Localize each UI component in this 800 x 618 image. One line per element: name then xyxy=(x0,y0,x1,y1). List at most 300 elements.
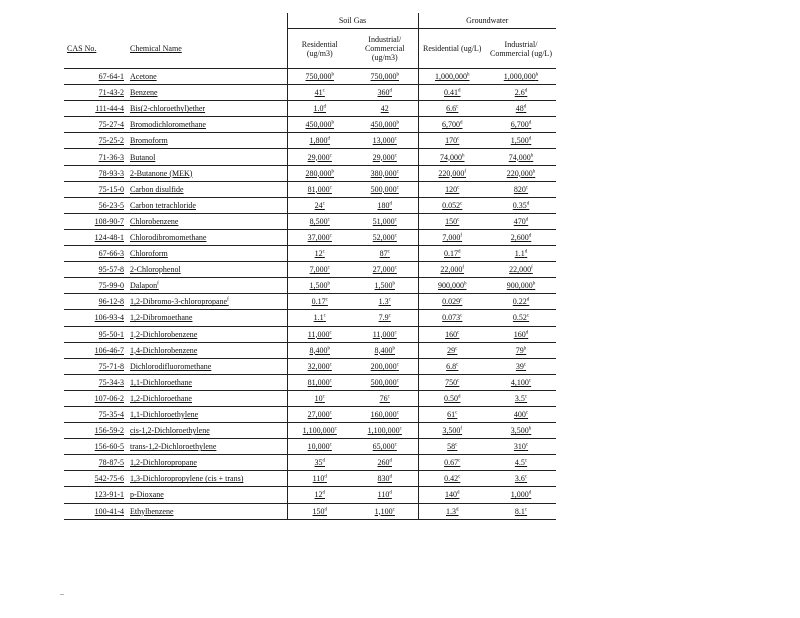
footnote-marker: c xyxy=(329,152,332,158)
chemical-name: Carbon disulfide xyxy=(127,181,287,197)
gw-industrial-header: Industrial/ Commercial (ug/L) xyxy=(486,29,556,69)
cas-number: 67-66-3 xyxy=(64,246,127,262)
groundwater-industrial-value: 1.1$^d$ xyxy=(486,246,556,262)
soil-gas-industrial-value: 360$^d$ xyxy=(352,85,418,101)
footnote-marker: d xyxy=(389,88,392,94)
soil-gas-industrial-value: 450,000$^b$ xyxy=(352,117,418,133)
table-row xyxy=(64,85,556,101)
footnote-marker: c xyxy=(457,217,460,223)
footnote-marker: d xyxy=(458,88,461,94)
groundwater-industrial-value: 1,500$^d$ xyxy=(486,133,556,149)
chemical-name: Chlorodibromomethane xyxy=(127,229,287,245)
footnote-marker: c xyxy=(457,185,460,191)
groundwater-residential-value: 22,000$^f$ xyxy=(418,262,486,278)
table-row xyxy=(64,197,556,213)
footnote-marker: c xyxy=(327,265,330,271)
footnote-marker: b xyxy=(327,281,330,287)
footnote-marker: c xyxy=(325,297,328,303)
footnote-marker: c xyxy=(528,378,532,384)
footnote-marker: c xyxy=(457,136,460,142)
footnote-marker: c xyxy=(394,442,397,448)
table-row xyxy=(64,262,556,278)
footnote-marker: d xyxy=(525,217,529,223)
footnote-marker: b xyxy=(392,281,395,287)
footnote-marker: c xyxy=(455,410,458,416)
soil-gas-industrial-value: 260$^d$ xyxy=(352,455,418,471)
footnote-marker: c xyxy=(388,297,391,303)
table-row xyxy=(64,503,556,519)
groundwater-residential-value: 0.42$^c$ xyxy=(418,471,486,487)
footnote-marker: d xyxy=(528,120,532,126)
table-row xyxy=(64,133,556,149)
footnote-marker: f xyxy=(227,297,229,303)
cas-number: 124-48-1 xyxy=(64,229,127,245)
footnote-marker: h xyxy=(467,72,470,78)
soil-gas-industrial-value: 29,000$^c$ xyxy=(352,149,418,165)
footnote-marker: c xyxy=(394,329,397,335)
footnote-marker: f xyxy=(464,168,467,174)
footnote-marker: c xyxy=(525,410,529,416)
footnote-marker: c xyxy=(460,201,463,207)
footnote-marker: c xyxy=(396,168,399,174)
groundwater-residential-value: 160$^c$ xyxy=(418,326,486,342)
soil-gas-industrial-value: 8,400$^b$ xyxy=(352,342,418,358)
soil-gas-residential-value: 41$^c$ xyxy=(287,85,352,101)
soil-gas-residential-value: 11,000$^c$ xyxy=(287,326,352,342)
groundwater-industrial-value: 1,000$^d$ xyxy=(486,487,556,503)
table-row xyxy=(64,439,556,455)
soil-gas-industrial-value: 51,000$^c$ xyxy=(352,213,418,229)
groundwater-industrial-value: 900,000$^b$ xyxy=(486,278,556,294)
table-row xyxy=(64,487,556,503)
cas-number: 95-57-8 xyxy=(64,262,127,278)
table-row xyxy=(64,471,556,487)
soil-gas-residential-value: 37,000$^c$ xyxy=(287,229,352,245)
groundwater-industrial-value: 79$^b$ xyxy=(486,342,556,358)
table-row xyxy=(64,69,556,85)
cas-number: 123-91-1 xyxy=(64,487,127,503)
soil-gas-industrial-value: 13,000$^c$ xyxy=(352,133,418,149)
footnote-marker: c xyxy=(460,313,463,319)
footnote-marker: c xyxy=(457,378,460,384)
soil-gas-industrial-value: 52,000$^c$ xyxy=(352,229,418,245)
footnote-marker: f xyxy=(531,265,533,271)
cas-number: 75-15-0 xyxy=(64,181,127,197)
cas-no-header: CAS No. xyxy=(64,29,127,69)
soil-gas-residential-value: 150$^d$ xyxy=(287,503,352,519)
cas-number: 106-46-7 xyxy=(64,342,127,358)
groundwater-residential-value: 0.073$^c$ xyxy=(418,310,486,326)
footnote-marker: c xyxy=(329,185,332,191)
footnote-marker: c xyxy=(329,233,332,239)
footnote-marker: b xyxy=(392,345,395,351)
page-footer-mark: .. xyxy=(60,588,64,597)
footnote-marker: c xyxy=(322,201,325,207)
cas-number: 156-59-2 xyxy=(64,423,127,439)
footnote-marker: b xyxy=(331,168,334,174)
footnote-marker: h xyxy=(530,152,534,158)
footnote-marker: c xyxy=(322,88,325,94)
cas-number: 108-90-7 xyxy=(64,213,127,229)
groundwater-industrial-value: 8.1$^c$ xyxy=(486,503,556,519)
chemical-name: 1,2-Dibromo-3-chloropropane$^f$ xyxy=(127,294,287,310)
groundwater-industrial-value: 400$^c$ xyxy=(486,406,556,422)
sg-residential-header: Residential (ug/m3) xyxy=(287,29,352,69)
chemical-name: Acetone xyxy=(127,69,287,85)
footnote-marker: c xyxy=(329,362,332,368)
soil-gas-residential-value: 1,100,000$^c$ xyxy=(287,423,352,439)
groundwater-industrial-value: 3,500$^h$ xyxy=(486,423,556,439)
chemical-name: p-Dioxane xyxy=(127,487,287,503)
footnote-marker: c xyxy=(396,362,399,368)
footnote-marker: d xyxy=(327,136,330,142)
table-row xyxy=(64,149,556,165)
footnote-marker: c xyxy=(399,426,402,432)
gw-residential-header: Residential (ug/L) xyxy=(418,29,486,69)
cas-number: 56-23-5 xyxy=(64,197,127,213)
footnote-marker: b xyxy=(327,345,330,351)
groundwater-residential-value: 0.029$^c$ xyxy=(418,294,486,310)
soil-gas-industrial-value: 180$^d$ xyxy=(352,197,418,213)
footnote-marker: c xyxy=(329,442,332,448)
footnote-marker: c xyxy=(394,217,397,223)
groundwater-residential-value: 3,500$^f$ xyxy=(418,423,486,439)
cas-number: 111-44-4 xyxy=(64,101,127,117)
soil-gas-residential-value: 32,000$^c$ xyxy=(287,358,352,374)
soil-gas-residential-value: 450,000$^b$ xyxy=(287,117,352,133)
footnote-marker: h xyxy=(528,426,532,432)
footnote-marker: c xyxy=(456,104,459,110)
soil-gas-industrial-value: 27,000$^c$ xyxy=(352,262,418,278)
groundwater-residential-value: 0.17$^d$ xyxy=(418,246,486,262)
cas-number: 156-60-5 xyxy=(64,439,127,455)
footnote-marker: d xyxy=(525,329,529,335)
footnote-marker: c xyxy=(396,410,399,416)
footnote-marker: d xyxy=(526,201,530,207)
groundwater-header: Groundwater xyxy=(418,13,556,29)
footnote-marker: f xyxy=(157,281,159,287)
chemical-name: Chloroform xyxy=(127,246,287,262)
table-row xyxy=(64,101,556,117)
footnote-marker: d xyxy=(458,394,461,400)
footnote-marker: b xyxy=(396,120,399,126)
footnote-marker: d xyxy=(528,233,532,239)
footnote-marker: d xyxy=(323,104,326,110)
footnote-marker: c xyxy=(388,313,391,319)
soil-gas-industrial-value: 750,000$^b$ xyxy=(352,69,418,85)
groundwater-residential-value: 74,000$^h$ xyxy=(418,149,486,165)
cas-number: 75-25-2 xyxy=(64,133,127,149)
table-row xyxy=(64,117,556,133)
groundwater-industrial-value: 1,000,000$^h$ xyxy=(486,69,556,85)
footnote-marker: c xyxy=(524,458,528,464)
table-row xyxy=(64,455,556,471)
chemical-name: 1,3-Dichloropropylene (cis + trans) xyxy=(127,471,287,487)
cas-number: 78-93-3 xyxy=(64,165,127,181)
groundwater-residential-value: 61$^c$ xyxy=(418,406,486,422)
soil-gas-header: Soil Gas xyxy=(287,13,418,29)
footnote-marker: c xyxy=(323,313,326,319)
chemical-name: Bromodichloromethane xyxy=(127,117,287,133)
chemical-name: Carbon tetrachloride xyxy=(127,197,287,213)
footnote-marker: c xyxy=(334,426,337,432)
footnote-marker: d xyxy=(523,104,527,110)
groundwater-residential-value: 6,700$^d$ xyxy=(418,117,486,133)
groundwater-industrial-value: 160$^d$ xyxy=(486,326,556,342)
soil-gas-residential-value: 1.1$^c$ xyxy=(287,310,352,326)
groundwater-industrial-value: 48$^d$ xyxy=(486,101,556,117)
soil-gas-residential-value: 12$^c$ xyxy=(287,246,352,262)
groundwater-industrial-value: 820$^c$ xyxy=(486,181,556,197)
chemical-name-header: Chemical Name xyxy=(127,29,287,69)
chemical-name: cis-1,2-Dichloroethylene xyxy=(127,423,287,439)
footnote-marker: c xyxy=(327,217,330,223)
chemical-name: Ethylbenzene xyxy=(127,503,287,519)
soil-gas-residential-value: 35$^d$ xyxy=(287,455,352,471)
chemical-name: 1,1-Dichloroethylene xyxy=(127,406,287,422)
groundwater-residential-value: 1,000,000$^h$ xyxy=(418,69,486,85)
soil-gas-residential-value: 750,000$^b$ xyxy=(287,69,352,85)
footnote-marker: d xyxy=(324,506,327,512)
table-row xyxy=(64,390,556,406)
soil-gas-residential-value: 8,400$^b$ xyxy=(287,342,352,358)
soil-gas-industrial-value: 500,000$^c$ xyxy=(352,181,418,197)
groundwater-industrial-value: 3.5$^c$ xyxy=(486,390,556,406)
table-row xyxy=(64,342,556,358)
footnote-marker: d xyxy=(324,474,327,480)
footnote-marker: c xyxy=(396,378,399,384)
footnote-marker: b xyxy=(331,72,334,78)
footnote-marker: c xyxy=(524,506,528,512)
soil-gas-industrial-value: 76$^c$ xyxy=(352,390,418,406)
footnote-marker: c xyxy=(525,185,529,191)
soil-gas-industrial-value: 1,500$^b$ xyxy=(352,278,418,294)
footnote-marker: c xyxy=(524,394,528,400)
footnote-marker: c xyxy=(322,249,325,255)
footnote-marker: d xyxy=(458,249,461,255)
footnote-marker: c xyxy=(394,265,397,271)
soil-gas-residential-value: 280,000$^b$ xyxy=(287,165,352,181)
chemical-name: Bromoform xyxy=(127,133,287,149)
cas-number: 71-43-2 xyxy=(64,85,127,101)
cas-number: 67-64-1 xyxy=(64,69,127,85)
groundwater-residential-value: 58$^c$ xyxy=(418,439,486,455)
footnote-marker: h xyxy=(462,152,465,158)
groundwater-residential-value: 900,000$^b$ xyxy=(418,278,486,294)
groundwater-residential-value: 6.8$^c$ xyxy=(418,358,486,374)
soil-gas-residential-value: 8,500$^c$ xyxy=(287,213,352,229)
soil-gas-industrial-value: 65,000$^c$ xyxy=(352,439,418,455)
soil-gas-residential-value: 1,500$^b$ xyxy=(287,278,352,294)
sg-industrial-header: Industrial/ Commercial (ug/m3) xyxy=(352,29,418,69)
footnote-marker: d xyxy=(389,474,392,480)
groundwater-residential-value: 0.67$^c$ xyxy=(418,455,486,471)
groundwater-industrial-value: 470$^d$ xyxy=(486,213,556,229)
soil-gas-residential-value: 7,000$^c$ xyxy=(287,262,352,278)
footnote-marker: c xyxy=(394,233,397,239)
chemical-name: 2-Chlorophenol xyxy=(127,262,287,278)
footnote-marker: b xyxy=(523,345,527,351)
cas-number: 107-06-2 xyxy=(64,390,127,406)
footnote-marker: c xyxy=(329,410,332,416)
group-header-row xyxy=(64,13,556,29)
groundwater-residential-value: 6.6$^c$ xyxy=(418,101,486,117)
soil-gas-residential-value: 81,000$^c$ xyxy=(287,374,352,390)
groundwater-industrial-value: 4,100$^c$ xyxy=(486,374,556,390)
footnote-marker: c xyxy=(455,345,458,351)
footnote-marker: c xyxy=(458,458,461,464)
footnote-marker: c xyxy=(396,185,399,191)
chemical-name: 2-Butanone (MEK) xyxy=(127,165,287,181)
cas-number: 78-87-5 xyxy=(64,455,127,471)
footnote-marker: b xyxy=(331,120,334,126)
chemical-name: 1,2-Dichloroethane xyxy=(127,390,287,406)
groundwater-residential-value: 120$^c$ xyxy=(418,181,486,197)
groundwater-residential-value: 170$^c$ xyxy=(418,133,486,149)
groundwater-residential-value: 220,000$^f$ xyxy=(418,165,486,181)
cas-number: 75-71-8 xyxy=(64,358,127,374)
table-row xyxy=(64,213,556,229)
soil-gas-residential-value: 81,000$^c$ xyxy=(287,181,352,197)
groundwater-residential-value: 7,000$^f$ xyxy=(418,229,486,245)
footnote-marker: c xyxy=(387,394,390,400)
footnote-marker: d xyxy=(457,490,460,496)
soil-gas-industrial-value: 11,000$^c$ xyxy=(352,326,418,342)
footnote-marker: c xyxy=(329,378,332,384)
soil-gas-residential-value: 10,000$^c$ xyxy=(287,439,352,455)
footnote-marker: h xyxy=(532,168,536,174)
soil-gas-residential-value: 1.0$^d$ xyxy=(287,101,352,117)
cas-number: 100-41-4 xyxy=(64,503,127,519)
soil-gas-industrial-value: 200,000$^c$ xyxy=(352,358,418,374)
soil-gas-residential-value: 24$^c$ xyxy=(287,197,352,213)
footnote-marker: d xyxy=(526,297,530,303)
footnote-marker: d xyxy=(389,458,392,464)
table-row xyxy=(64,423,556,439)
groundwater-industrial-value: 39$^c$ xyxy=(486,358,556,374)
groundwater-residential-value: 0.41$^d$ xyxy=(418,85,486,101)
footnote-marker: c xyxy=(523,362,527,368)
soil-gas-residential-value: 12$^d$ xyxy=(287,487,352,503)
chemical-name: trans-1,2-Dichloroethylene xyxy=(127,439,287,455)
table-row xyxy=(64,278,556,294)
groundwater-residential-value: 0.50$^d$ xyxy=(418,390,486,406)
groundwater-residential-value: 1.3$^d$ xyxy=(418,503,486,519)
table-row xyxy=(64,165,556,181)
groundwater-industrial-value: 0.52$^c$ xyxy=(486,310,556,326)
cas-number: 96-12-8 xyxy=(64,294,127,310)
footnote-marker: f xyxy=(460,426,463,432)
cas-number: 75-35-4 xyxy=(64,406,127,422)
chemical-name: Bis(2-chloroethyl)ether xyxy=(127,101,287,117)
cas-number: 71-36-3 xyxy=(64,149,127,165)
footnote-marker: c xyxy=(394,152,397,158)
footnote-marker: c xyxy=(387,249,390,255)
footnote-marker: d xyxy=(524,249,528,255)
chemical-name: Benzene xyxy=(127,85,287,101)
table-row xyxy=(64,181,556,197)
groundwater-industrial-value: 0.35$^d$ xyxy=(486,197,556,213)
chemical-name: 1,2-Dichlorobenzene xyxy=(127,326,287,342)
cas-number: 106-93-4 xyxy=(64,310,127,326)
soil-gas-industrial-value: 500,000$^c$ xyxy=(352,374,418,390)
footnote-marker: f xyxy=(460,233,463,239)
footnote-marker: c xyxy=(458,474,461,480)
groundwater-industrial-value: 6,700$^d$ xyxy=(486,117,556,133)
soil-gas-residential-value: 27,000$^c$ xyxy=(287,406,352,422)
soil-gas-industrial-value: 380,000$^c$ xyxy=(352,165,418,181)
groundwater-residential-value: 29$^c$ xyxy=(418,342,486,358)
footnote-marker: d xyxy=(389,201,392,207)
column-header-row xyxy=(64,29,556,69)
soil-gas-residential-value: 1,800$^d$ xyxy=(287,133,352,149)
cas-number: 75-34-3 xyxy=(64,374,127,390)
chemical-name: 1,1-Dichloroethane xyxy=(127,374,287,390)
soil-gas-industrial-value: 160,000$^c$ xyxy=(352,406,418,422)
groundwater-industrial-value: 2,600$^d$ xyxy=(486,229,556,245)
footnote-marker: c xyxy=(456,362,459,368)
footnote-marker: b xyxy=(464,281,467,287)
chemical-name: Dalapon$^f$ xyxy=(127,278,287,294)
chemical-name: Dichlorodifluoromethane xyxy=(127,358,287,374)
soil-gas-residential-value: 0.17$^c$ xyxy=(287,294,352,310)
groundwater-residential-value: 0.052$^c$ xyxy=(418,197,486,213)
soil-gas-industrial-value: 1,100$^c$ xyxy=(352,503,418,519)
chemical-name: Chlorobenzene xyxy=(127,213,287,229)
soil-gas-industrial-value: 110$^d$ xyxy=(352,487,418,503)
footnote-marker: c xyxy=(455,442,458,448)
footnote-marker: c xyxy=(525,442,529,448)
groundwater-industrial-value: 0.22$^d$ xyxy=(486,294,556,310)
soil-gas-industrial-value: 87$^c$ xyxy=(352,246,418,262)
table-row xyxy=(64,229,556,245)
soil-gas-industrial-value: 1,100,000$^c$ xyxy=(352,423,418,439)
table-row xyxy=(64,310,556,326)
footnote-marker: d xyxy=(322,490,325,496)
soil-gas-industrial-value: 1.3$^c$ xyxy=(352,294,418,310)
footnote-marker: c xyxy=(460,297,463,303)
footnote-marker: c xyxy=(322,394,325,400)
soil-gas-residential-value: 110$^d$ xyxy=(287,471,352,487)
table-row xyxy=(64,294,556,310)
groundwater-residential-value: 140$^d$ xyxy=(418,487,486,503)
footnote-marker: b xyxy=(396,72,399,78)
groundwater-residential-value: 150$^c$ xyxy=(418,213,486,229)
groundwater-industrial-value: 3.6$^c$ xyxy=(486,471,556,487)
footnote-marker: c xyxy=(457,329,460,335)
cas-number: 75-27-4 xyxy=(64,117,127,133)
footnote-marker: d xyxy=(322,458,325,464)
footnote-marker: d xyxy=(460,120,463,126)
footnote-marker: c xyxy=(524,474,528,480)
groundwater-residential-value: 750$^c$ xyxy=(418,374,486,390)
groundwater-industrial-value: 22,000$^f$ xyxy=(486,262,556,278)
footnote-marker: b xyxy=(532,281,536,287)
screening-levels-table xyxy=(64,13,556,520)
footnote-marker: f xyxy=(462,265,465,271)
chemical-name: 1,4-Dichlorobenzene xyxy=(127,342,287,358)
table-row xyxy=(64,406,556,422)
soil-gas-industrial-value: 7.9$^c$ xyxy=(352,310,418,326)
footnote-marker: d xyxy=(528,490,532,496)
footnote-marker: c xyxy=(394,136,397,142)
footnote-marker: d xyxy=(524,88,528,94)
groundwater-industrial-value: 220,000$^h$ xyxy=(486,165,556,181)
groundwater-industrial-value: 4.5$^c$ xyxy=(486,455,556,471)
cas-number: 95-50-1 xyxy=(64,326,127,342)
table-row xyxy=(64,326,556,342)
footnote-marker: d xyxy=(456,506,459,512)
